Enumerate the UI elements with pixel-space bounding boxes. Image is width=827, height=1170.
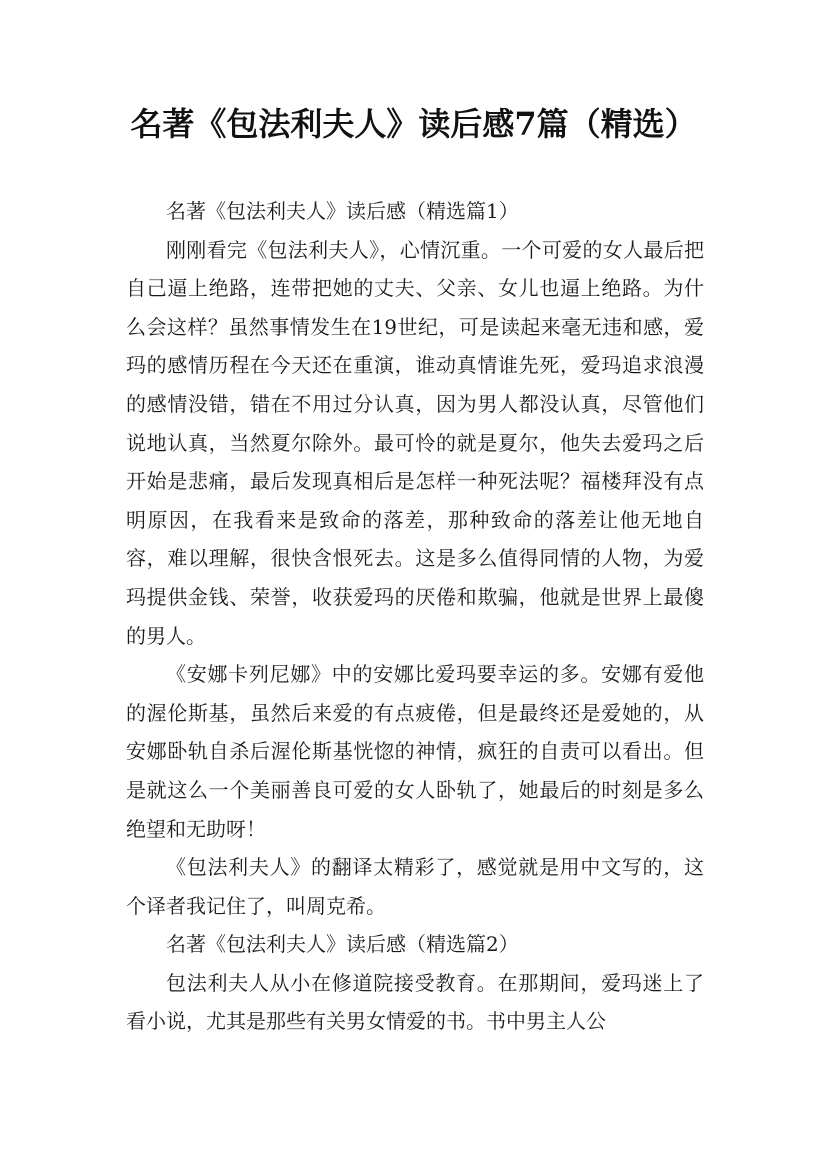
paragraph: 《包法利夫人》的翻译太精彩了，感觉就是用中文写的，这个译者我记住了，叫周克希。: [126, 855, 704, 918]
document-body: [126, 192, 704, 1041]
paragraph: 刚刚看完《包法利夫人》，心情沉重。一个可爱的女人最后把自己逼上绝路，连带把她的丈夫、父亲、女儿也逼上绝路。为什么会这样？虽然事情发生在19世纪，可是读起来毫无违和感，爱玛的感情历程在今天还在重演，谁动真情谁先死，爱玛追求浪漫的感情没错，错在不用过分认真，因为男人都没认真，尽管他们说地认真，当然夏尔除外。最可怜的就是夏尔，他失去爱玛之后开始是悲痛，最后发现真相后是怎样一种死法呢？福楼拜没有点明原因，在我看来是致命的落差，那种致命的落差让他无地自容，难以理解，很快含恨死去。这是多么值得同情的人物，为爱玛提供金钱、荣誉，收获爱玛的厌倦和欺骗，他就是世界上最傻的男人。: [126, 237, 704, 648]
paragraph: 包法利夫人从小在修道院接受教育。在那期间，爱玛迷上了看小说，尤其是那些有关男女情爱的书。书中男主人公: [126, 970, 704, 1034]
section-heading-2: 名著《包法利夫人》读后感（精选篇2）: [166, 932, 519, 957]
section-heading-1: 名著《包法利夫人》读后感（精选篇1）: [166, 199, 519, 223]
paragraph: 《安娜卡列尼娜》中的安娜比爱玛要幸运的多。安娜有爱他的渥伦斯基，虽然后来爱的有点疲倦，但是最终还是爱她的，从安娜卧轨自杀后渥伦斯基恍惚的神情，疯狂的自责可以看出。但是就这么一个美丽善良可爱的女人卧轨了，她最后的时刻是多么绝望和无助呀！: [126, 662, 704, 841]
document-title: 名著《包法利夫人》读后感7篇（精选）: [130, 105, 697, 143]
